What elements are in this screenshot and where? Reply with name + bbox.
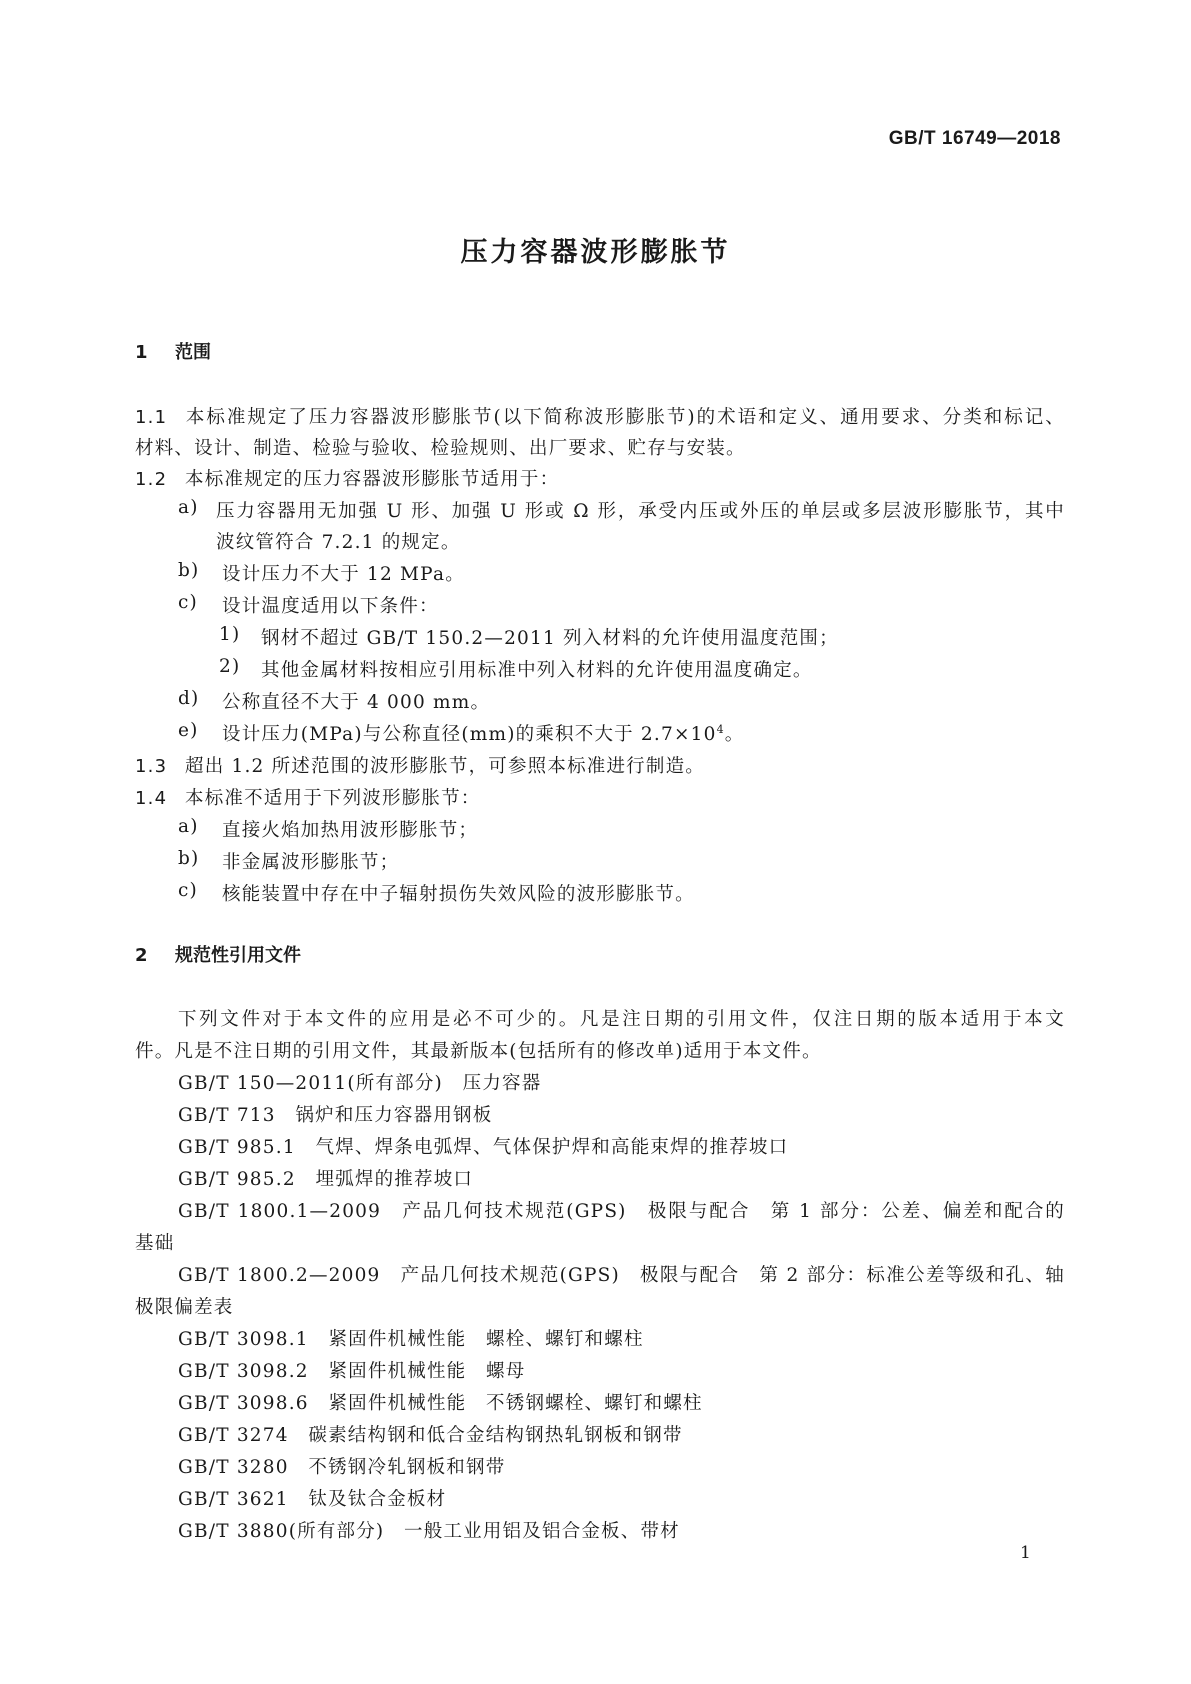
clause-1-2-d-label: d) [178,688,200,709]
section-2-number: 2 [135,945,148,966]
clause-1-4-a-text: 直接火焰加热用波形膨胀节； [222,820,479,841]
clause-1-2 [135,465,559,491]
section-1-title: 范围 [175,342,211,363]
document-title: 压力容器波形膨胀节 [460,237,731,268]
reference-item: GB/T 3274 碳素结构钢和低合金结构钢热轧钢板和钢带 [178,1425,683,1446]
reference-item: GB/T 3098.1 紧固件机械性能 螺栓、螺钉和螺柱 [178,1329,644,1350]
clause-1-2-e [222,720,745,746]
clause-1-4-c-text: 核能装置中存在中子辐射损伤失效风险的波形膨胀节。 [222,884,695,905]
reference-item: GB/T 150—2011(所有部分) 压力容器 [178,1073,542,1094]
clause-1-4-number: 1.4 [135,788,168,809]
reference-item: GB/T 985.2 埋弧焊的推荐坡口 [178,1169,474,1190]
clause-1-2-e-exponent: 4 [716,722,725,736]
clause-1-4-c-label: c) [178,880,198,901]
clause-1-1-line1 [135,403,1065,429]
clause-1-2-c-label: c) [178,592,198,613]
page-number: 1 [1020,1543,1031,1563]
clause-1-2-c1-text: 钢材不超过 GB/T 150.2—2011 列入材料的允许使用温度范围； [261,628,839,649]
section-2-intro-line1: 下列文件对于本文件的应用是必不可少的。凡是注日期的引用文件，仅注日期的版本适用于本文 [178,1009,1065,1030]
reference-item: GB/T 3280 不锈钢冷轧钢板和钢带 [178,1457,506,1478]
clause-1-2-b-label: b) [178,560,200,581]
reference-item: GB/T 1800.1—2009 产品几何技术规范(GPS) 极限与配合 第 1 部分：公差、偏差和配合的 [178,1201,1065,1222]
clause-1-4-text: 本标准不适用于下列波形膨胀节： [185,788,481,809]
clause-1-2-a-line2: 波纹管符合 7.2.1 的规定。 [216,532,461,553]
clause-1-2-text: 本标准规定的压力容器波形膨胀节适用于： [185,469,560,490]
clause-1-2-a-line1: 压力容器用无加强 U 形、加强 U 形或 Ω 形，承受内压或外压的单层或多层波形膨胀节，其中 [216,501,1065,522]
clause-1-3-number: 1.3 [135,756,168,777]
reference-item: GB/T 3880(所有部分) 一般工业用铝及铝合金板、带材 [178,1521,680,1542]
clause-1-2-e-end: 。 [724,724,745,745]
clause-1-2-b-text: 设计压力不大于 12 MPa。 [222,564,465,585]
clause-1-4 [135,784,481,810]
standard-code: GB/T 16749—2018 [888,128,1061,149]
clause-1-3 [135,752,705,778]
reference-item: GB/T 713 锅炉和压力容器用钢板 [178,1105,493,1126]
section-2-title: 规范性引用文件 [175,945,301,966]
clause-1-4-b-text: 非金属波形膨胀节； [222,852,400,873]
section-1-heading [135,338,211,364]
reference-item: GB/T 985.1 气焊、焊条电弧焊、气体保护焊和高能束焊的推荐坡口 [178,1137,789,1158]
clause-1-1-text-line2: 材料、设计、制造、检验与验收、检验规则、出厂要求、贮存与安装。 [135,438,746,459]
clause-1-2-e-text: 设计压力(MPa)与公称直径(mm)的乘积不大于 2.7×10 [222,724,717,745]
clause-1-3-text: 超出 1.2 所述范围的波形膨胀节，可参照本标准进行制造。 [185,756,705,777]
reference-item-continuation: 基础 [135,1233,175,1254]
clause-1-4-b-label: b) [178,848,200,869]
clause-1-2-c-text: 设计温度适用以下条件： [222,596,439,617]
reference-item: GB/T 1800.2—2009 产品几何技术规范(GPS) 极限与配合 第 2 部分：标准公差等级和孔、轴 [178,1265,1065,1286]
section-1-number: 1 [135,342,148,363]
clause-1-2-number: 1.2 [135,469,168,490]
reference-item-continuation: 极限偏差表 [135,1297,234,1318]
reference-item: GB/T 3098.6 紧固件机械性能 不锈钢螺栓、螺钉和螺柱 [178,1393,703,1414]
clause-1-2-c1-label: 1) [219,624,241,645]
clause-1-2-c2-text: 其他金属材料按相应引用标准中列入材料的允许使用温度确定。 [261,660,813,681]
clause-1-4-a-label: a) [178,816,199,837]
clause-1-2-c2-label: 2) [219,656,241,677]
section-2-heading [135,941,301,967]
clause-1-2-d-text: 公称直径不大于 4 000 mm。 [222,692,491,713]
clause-1-2-a-label: a) [178,497,199,518]
clause-1-1-text-line1: 本标准规定了压力容器波形膨胀节(以下简称波形膨胀节)的术语和定义、通用要求、分类和标记、 [185,407,1065,428]
section-2-intro-line2: 件。凡是不注日期的引用文件，其最新版本(包括所有的修改单)适用于本文件。 [135,1041,822,1062]
clause-1-1-number: 1.1 [135,407,168,428]
reference-item: GB/T 3621 钛及钛合金板材 [178,1489,447,1510]
reference-item: GB/T 3098.2 紧固件机械性能 螺母 [178,1361,526,1382]
clause-1-2-e-label: e) [178,720,199,741]
